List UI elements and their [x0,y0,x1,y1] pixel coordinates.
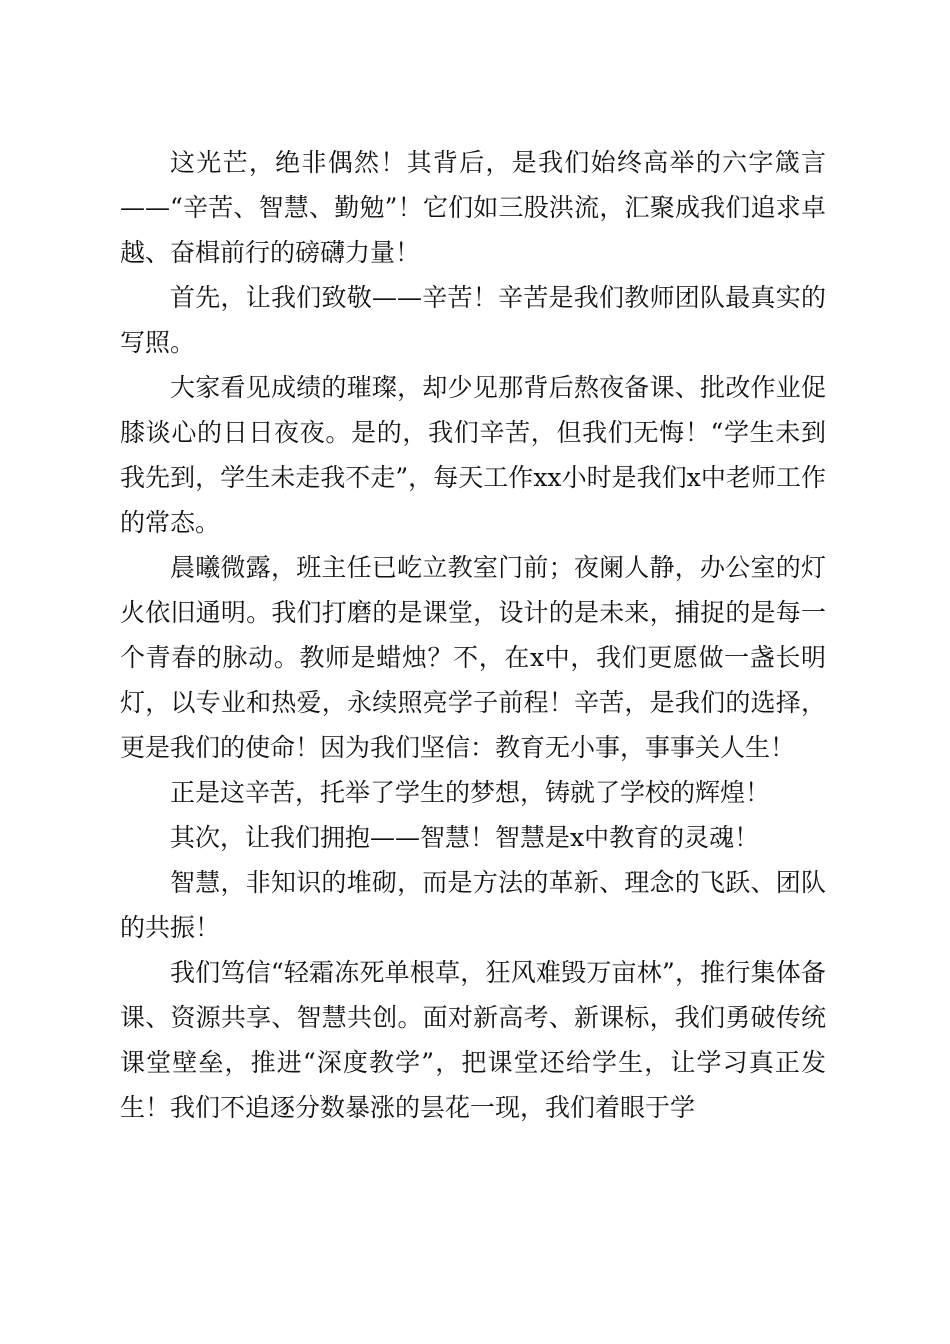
paragraph-8: 我们笃信“轻霜冻死单根草，狂风难毁万亩林”，推行集体备课、资源共享、智慧共创。面对新高考、新课标，我们勇破传统课堂壁垒，推进“深度教学”，把课堂还给学生，让学习真正发生！我们不追逐分数暴涨的昙花一现，我们着眼于学 [120,958,826,1122]
body-text [120,140,826,1130]
paragraph-6: 其次，让我们拥抱——智慧！智慧是x中教育的灵魂！ [170,823,760,852]
paragraph-1: 这光芒，绝非偶然！其背后，是我们始终高举的六字箴言——“辛苦、智慧、勤勉”！它们如三股洪流，汇聚成我们追求卓越、奋楫前行的磅礴力量！ [120,148,826,267]
paragraph-4: 晨曦微露，班主任已屹立教室门前；夜阑人静，办公室的灯火依旧通明。我们打磨的是课堂，设计的是未来，捕捉的是每一个青春的脉动。教师是蜡烛？不，在x中，我们更愿做一盏长明灯，以专业和热爱，永续照亮学子前程！辛苦，是我们的选择，更是我们的使命！因为我们坚信：教育无小事，事事关人生！ [120,553,826,762]
paragraph-2: 首先，让我们致敬——辛苦！辛苦是我们教师团队最真实的写照。 [120,283,826,357]
paragraph-5: 正是这辛苦，托举了学生的梦想，铸就了学校的辉煌！ [170,778,771,807]
paragraph-7: 智慧，非知识的堆砌，而是方法的革新、理念的飞跃、团队的共振！ [120,868,826,942]
paragraph-3: 大家看见成绩的璀璨，却少见那背后熬夜备课、批改作业促膝谈心的日日夜夜。是的，我们辛苦，但我们无悔！“学生未到我先到，学生未走我不走”，每天工作xx小时是我们x中老师工作的常态。 [120,373,826,537]
